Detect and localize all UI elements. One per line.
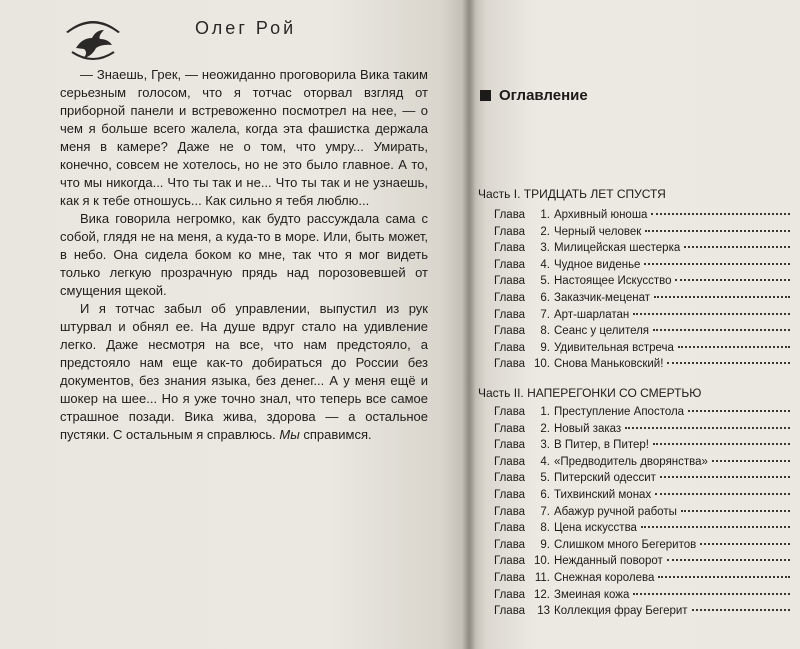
toc-dot-leader — [653, 329, 790, 331]
toc-entry — [494, 439, 790, 456]
toc-entry-label: Глава — [494, 358, 526, 371]
toc-dot-leader — [658, 576, 790, 578]
toc-entry-title: Нежданный поворот — [554, 555, 663, 568]
toc-entry — [494, 555, 790, 572]
toc-entry-number: 1. — [540, 406, 550, 418]
toc-entry-title: Змеиная кожа — [554, 588, 630, 601]
toc-entry-title: Милицейская шестерка — [554, 242, 681, 255]
toc-dot-leader — [681, 510, 790, 512]
toc-entry-number: 13 — [537, 605, 550, 618]
toc-entry-number: 8. — [540, 522, 550, 535]
toc-entry-label: Глава — [494, 225, 526, 238]
toc-entry-label: Глава — [494, 422, 526, 435]
toc-dot-leader — [651, 213, 790, 215]
toc-dot-leader — [700, 543, 790, 545]
toc-entry — [494, 406, 790, 423]
toc-entry — [494, 292, 790, 309]
toc-entry-number: 1. — [540, 209, 550, 221]
toc-entry-title: Питерский одессит — [554, 472, 656, 485]
toc-dot-leader — [692, 609, 790, 611]
toc-entry — [494, 589, 790, 606]
toc-entry-label: Глава — [494, 341, 526, 354]
toc-entry-number: 10. — [534, 555, 550, 568]
toc-entry-title: Архивный юноша — [554, 209, 648, 221]
toc-dot-leader — [633, 593, 790, 595]
toc-entry-label: Глава — [494, 291, 526, 304]
toc-entry-label: Глава — [494, 588, 526, 601]
toc-dot-leader — [675, 279, 790, 281]
toc-entry — [494, 209, 790, 226]
square-bullet-icon — [480, 90, 491, 101]
toc-entry-number: 9. — [540, 538, 550, 551]
toc-entry-number: 12. — [534, 588, 550, 601]
body-text — [60, 66, 428, 444]
toc-part-title: Часть I. ТРИДЦАТЬ ЛЕТ СПУСТЯ — [478, 187, 666, 201]
toc-entry — [494, 342, 790, 359]
toc-entry-title: Чудное виденье — [554, 258, 641, 271]
toc-dot-leader — [684, 246, 790, 248]
toc-entry — [494, 506, 790, 523]
toc-dot-leader — [641, 526, 790, 528]
toc-entry-label: Глава — [494, 488, 526, 501]
toc-entry-number: 2. — [540, 422, 550, 435]
toc-entry-number: 10. — [534, 358, 550, 371]
toc-entry-label: Глава — [494, 209, 526, 221]
toc-entry-label: Глава — [494, 538, 526, 551]
toc-entry-number: 9. — [540, 341, 550, 354]
toc-entry-number: 4. — [540, 258, 550, 271]
toc-entry — [494, 456, 790, 473]
toc-entry-title: Арт-шарлатан — [554, 308, 630, 321]
book-gutter — [462, 0, 476, 649]
toc-entry-number: 6. — [540, 488, 550, 501]
toc-entry-title: Сеанс у целителя — [554, 325, 650, 338]
toc-entry — [494, 226, 790, 243]
toc-entry-number: 3. — [540, 439, 550, 452]
toc-entry-number: 5. — [540, 472, 550, 485]
toc-part-2-list — [494, 406, 790, 622]
toc-entry-title: Снежная королева — [554, 571, 655, 584]
toc-entry-label: Глава — [494, 522, 526, 535]
toc-entry — [494, 423, 790, 440]
toc-entry-number: 2. — [540, 225, 550, 238]
toc-entry-label: Глава — [494, 406, 526, 418]
toc-dot-leader — [645, 230, 790, 232]
toc-entry-label: Глава — [494, 571, 526, 584]
toc-part-title: Часть II. НАПЕРЕГОНКИ СО СМЕРТЬЮ — [478, 386, 702, 400]
toc-dot-leader — [688, 410, 790, 412]
toc-entry-number: 11. — [534, 571, 550, 584]
toc-entry-title: Преступление Апостола — [554, 406, 685, 418]
paragraph-text: И я тотчас забыл об управлении, выпустил из рук штурвал и обнял ее. На душе вдруг стало на удивление легко. Даже несмотря на все, что нам предстояло, а предстояло нам еще как-то добираться до России без документов, без знания языка, без денег... А у меня ещё и шокер на шее... Но я уже точно знал, что теперь все самое страшное позади. Вика жива, здорова — а остальное пустяки. С остальным я справлюсь. — [60, 301, 428, 442]
toc-dot-leader — [625, 427, 790, 429]
toc-entry-title: Тихвинский монах — [554, 488, 652, 501]
paragraph — [60, 300, 428, 444]
toc-entry-label: Глава — [494, 555, 526, 568]
toc-entry — [494, 472, 790, 489]
toc-entry-label: Глава — [494, 605, 526, 618]
toc-dot-leader — [712, 460, 790, 462]
toc-entry-title: Цена искусства — [554, 522, 637, 535]
paragraph: Вика говорила негромко, как будто рассуждала сама с собой, глядя не на меня, а куда-то в море. Или, быть может, в небо. Она сидела боком ко мне, так что я мог видеть только легкую прозрачную прядь над порозовевшей от смущения щекой. — [60, 211, 428, 298]
toc-entry-label: Глава — [494, 455, 526, 468]
running-head-author: Олег Рой — [195, 18, 297, 38]
toc-entry — [494, 259, 790, 276]
toc-entry-number: 3. — [540, 242, 550, 255]
toc-dot-leader — [655, 493, 790, 495]
toc-entry-title: Новый заказ — [554, 422, 622, 435]
toc-dot-leader — [667, 362, 790, 364]
toc-entry — [494, 325, 790, 342]
toc-entry-title: Заказчик-меценат — [554, 291, 650, 304]
toc-entry-number: 8. — [540, 325, 550, 338]
toc-dot-leader — [678, 346, 790, 348]
toc-entry-label: Глава — [494, 258, 526, 271]
toc-dot-leader — [654, 296, 790, 298]
toc-entry-title: Слишком много Бегеритов — [554, 538, 697, 551]
paragraph-tail: справимся. — [299, 427, 372, 442]
publisher-emblem-icon — [62, 8, 124, 66]
toc-entry-label: Глава — [494, 242, 526, 255]
toc-entry-label: Глава — [494, 439, 526, 452]
toc-entry-title: Коллекция фрау Бегерит — [554, 605, 688, 618]
toc-dot-leader — [667, 559, 790, 561]
toc-entry-number: 5. — [540, 275, 550, 288]
toc-entry-title: Снова Маньковский! — [554, 358, 664, 371]
toc-dot-leader — [633, 313, 790, 315]
toc-entry-title: Черный человек — [554, 225, 642, 238]
toc-dot-leader — [653, 443, 790, 445]
toc-entry — [494, 242, 790, 259]
toc-part-1-list — [494, 209, 790, 375]
toc-entry — [494, 358, 790, 375]
toc-entry-number: 7. — [540, 505, 550, 518]
toc-entry-number: 7. — [540, 308, 550, 321]
toc-entry — [494, 275, 790, 292]
toc-entry-label: Глава — [494, 325, 526, 338]
toc-entry — [494, 489, 790, 506]
toc-heading — [480, 87, 588, 104]
toc-entry-label: Глава — [494, 505, 526, 518]
toc-entry-label: Глава — [494, 472, 526, 485]
toc-entry — [494, 572, 790, 589]
emphasis-text: Мы — [279, 427, 300, 442]
toc-dot-leader — [660, 476, 790, 478]
toc-entry-number: 4. — [540, 455, 550, 468]
toc-entry — [494, 605, 790, 622]
toc-entry-title: В Питер, в Питер! — [554, 439, 649, 452]
toc-entry-label: Глава — [494, 308, 526, 321]
toc-entry-title: Абажур ручной работы — [554, 505, 677, 518]
toc-entry-title: Удивительная встреча — [554, 341, 674, 354]
toc-entry — [494, 522, 790, 539]
toc-entry — [494, 539, 790, 556]
paragraph: — Знаешь, Грек, — неожиданно проговорила Вика таким серьезным голосом, что я тотчас оторвал взгляд от приборной панели и встревоженно посмотрел на нее, — о чем я больше всего жалела, когда эта фашистка держала меня в камере? Даже не о том, что умру... Умирать, конечно, совсем не хотелось, но не это было главное. А то, что мы никогда... Что ты так и не... Что ты так и не узнаешь, как я к тебе отношусь... Как сильно я тебя люблю... — [60, 67, 428, 208]
toc-entry — [494, 309, 790, 326]
toc-entry-title: Настоящее Искусство — [554, 275, 672, 288]
toc-entry-title: «Предводитель дворянства» — [554, 455, 708, 468]
toc-title: Оглавление — [499, 87, 588, 104]
toc-entry-label: Глава — [494, 275, 526, 288]
toc-entry-number: 6. — [540, 291, 550, 304]
toc-dot-leader — [644, 263, 790, 265]
